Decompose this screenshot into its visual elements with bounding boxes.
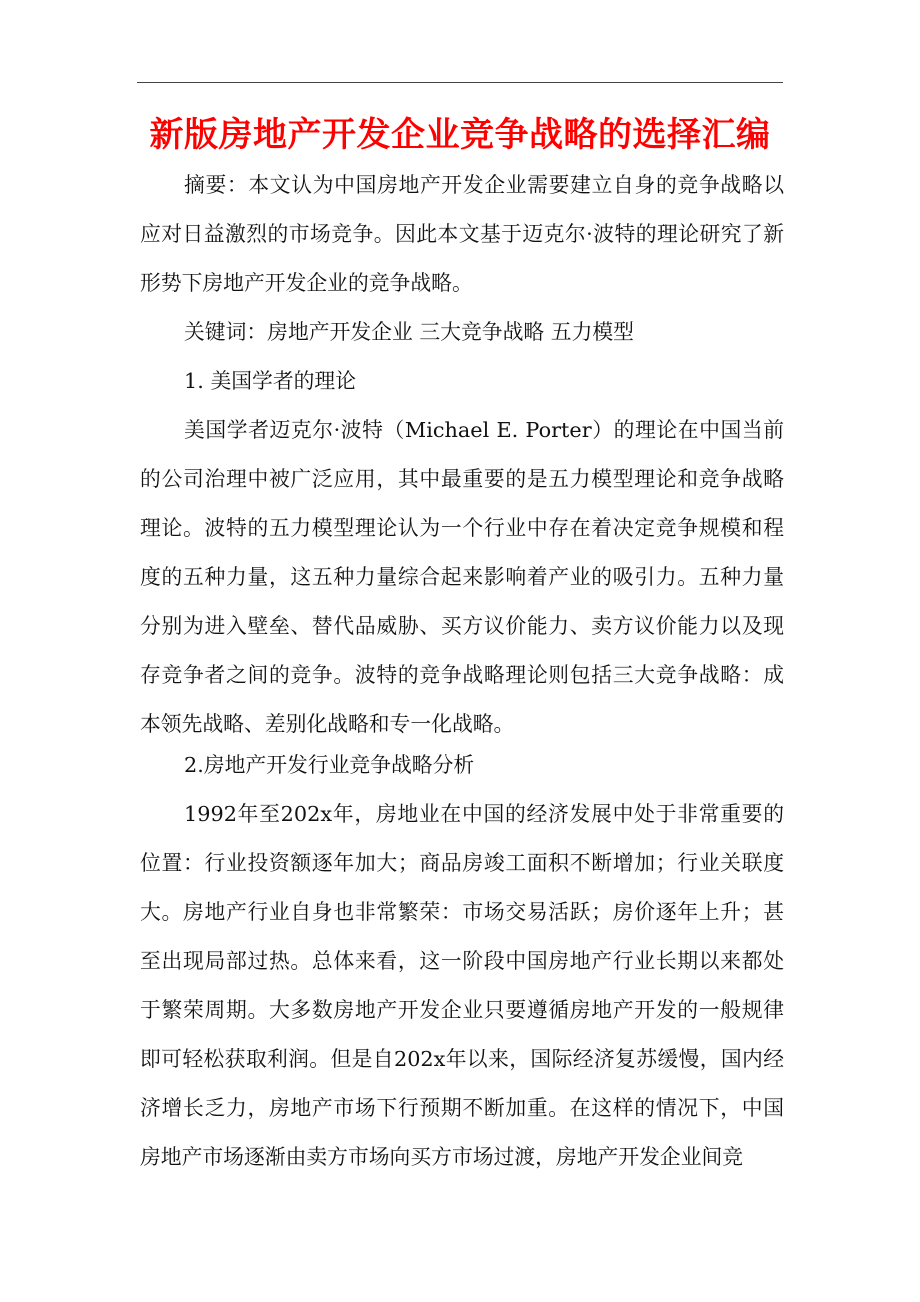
abstract-paragraph: 摘要：本文认为中国房地产开发企业需要建立自身的竞争战略以应对日益激烈的市场竞争。因此本文基于迈克尔·波特的理论研究了新形势下房地产开发企业的竞争战略。 — [140, 173, 784, 295]
section-1-heading: 1. 美国学者的理论 — [184, 369, 357, 393]
section-2-body: 1992年至202x年，房地业在中国的经济发展中处于非常重要的位置：行业投资额逐年加大；商品房竣工面积不断增加；行业关联度大。房地产行业自身也非常繁荣：市场交易活跃；房价逐年上升；甚至出现局部过热。总体来看，这一阶段中国房地产行业长期以来都处于繁荣周期。大多数房地产开发企业只要遵循房地产开发的一般规律即可轻松获取利润。但是自202x年以来，国际经济复苏缓慢，国内经济增长乏力，房地产市场下行预期不断加重。在这样的情况下，中国房地产市场逐渐由卖方市场向买方市场过渡，房地产开发企业间竞 — [140, 802, 784, 1169]
header-rule — [137, 82, 783, 83]
keywords-line: 关键词：房地产开发企业 三大竞争战略 五力模型 — [184, 320, 634, 344]
section-2-heading: 2.房地产开发行业竞争战略分析 — [184, 753, 475, 777]
document-title: 新版房地产开发企业竞争战略的选择汇编 — [149, 115, 771, 155]
section-1-body: 美国学者迈克尔·波特（Michael E. Porter）的理论在中国当前的公司治理中被广泛应用，其中最重要的是五力模型理论和竞争战略理论。波特的五力模型理论认为一个行业中存在着决定竞争规模和程度的五种力量，这五种力量综合起来影响着产业的吸引力。五种力量分别为进入壁垒、替代品威胁、买方议价能力、卖方议价能力以及现存竞争者之间的竞争。波特的竞争战略理论则包括三大竞争战略：成本领先战略、差别化战略和专一化战略。 — [140, 418, 784, 736]
